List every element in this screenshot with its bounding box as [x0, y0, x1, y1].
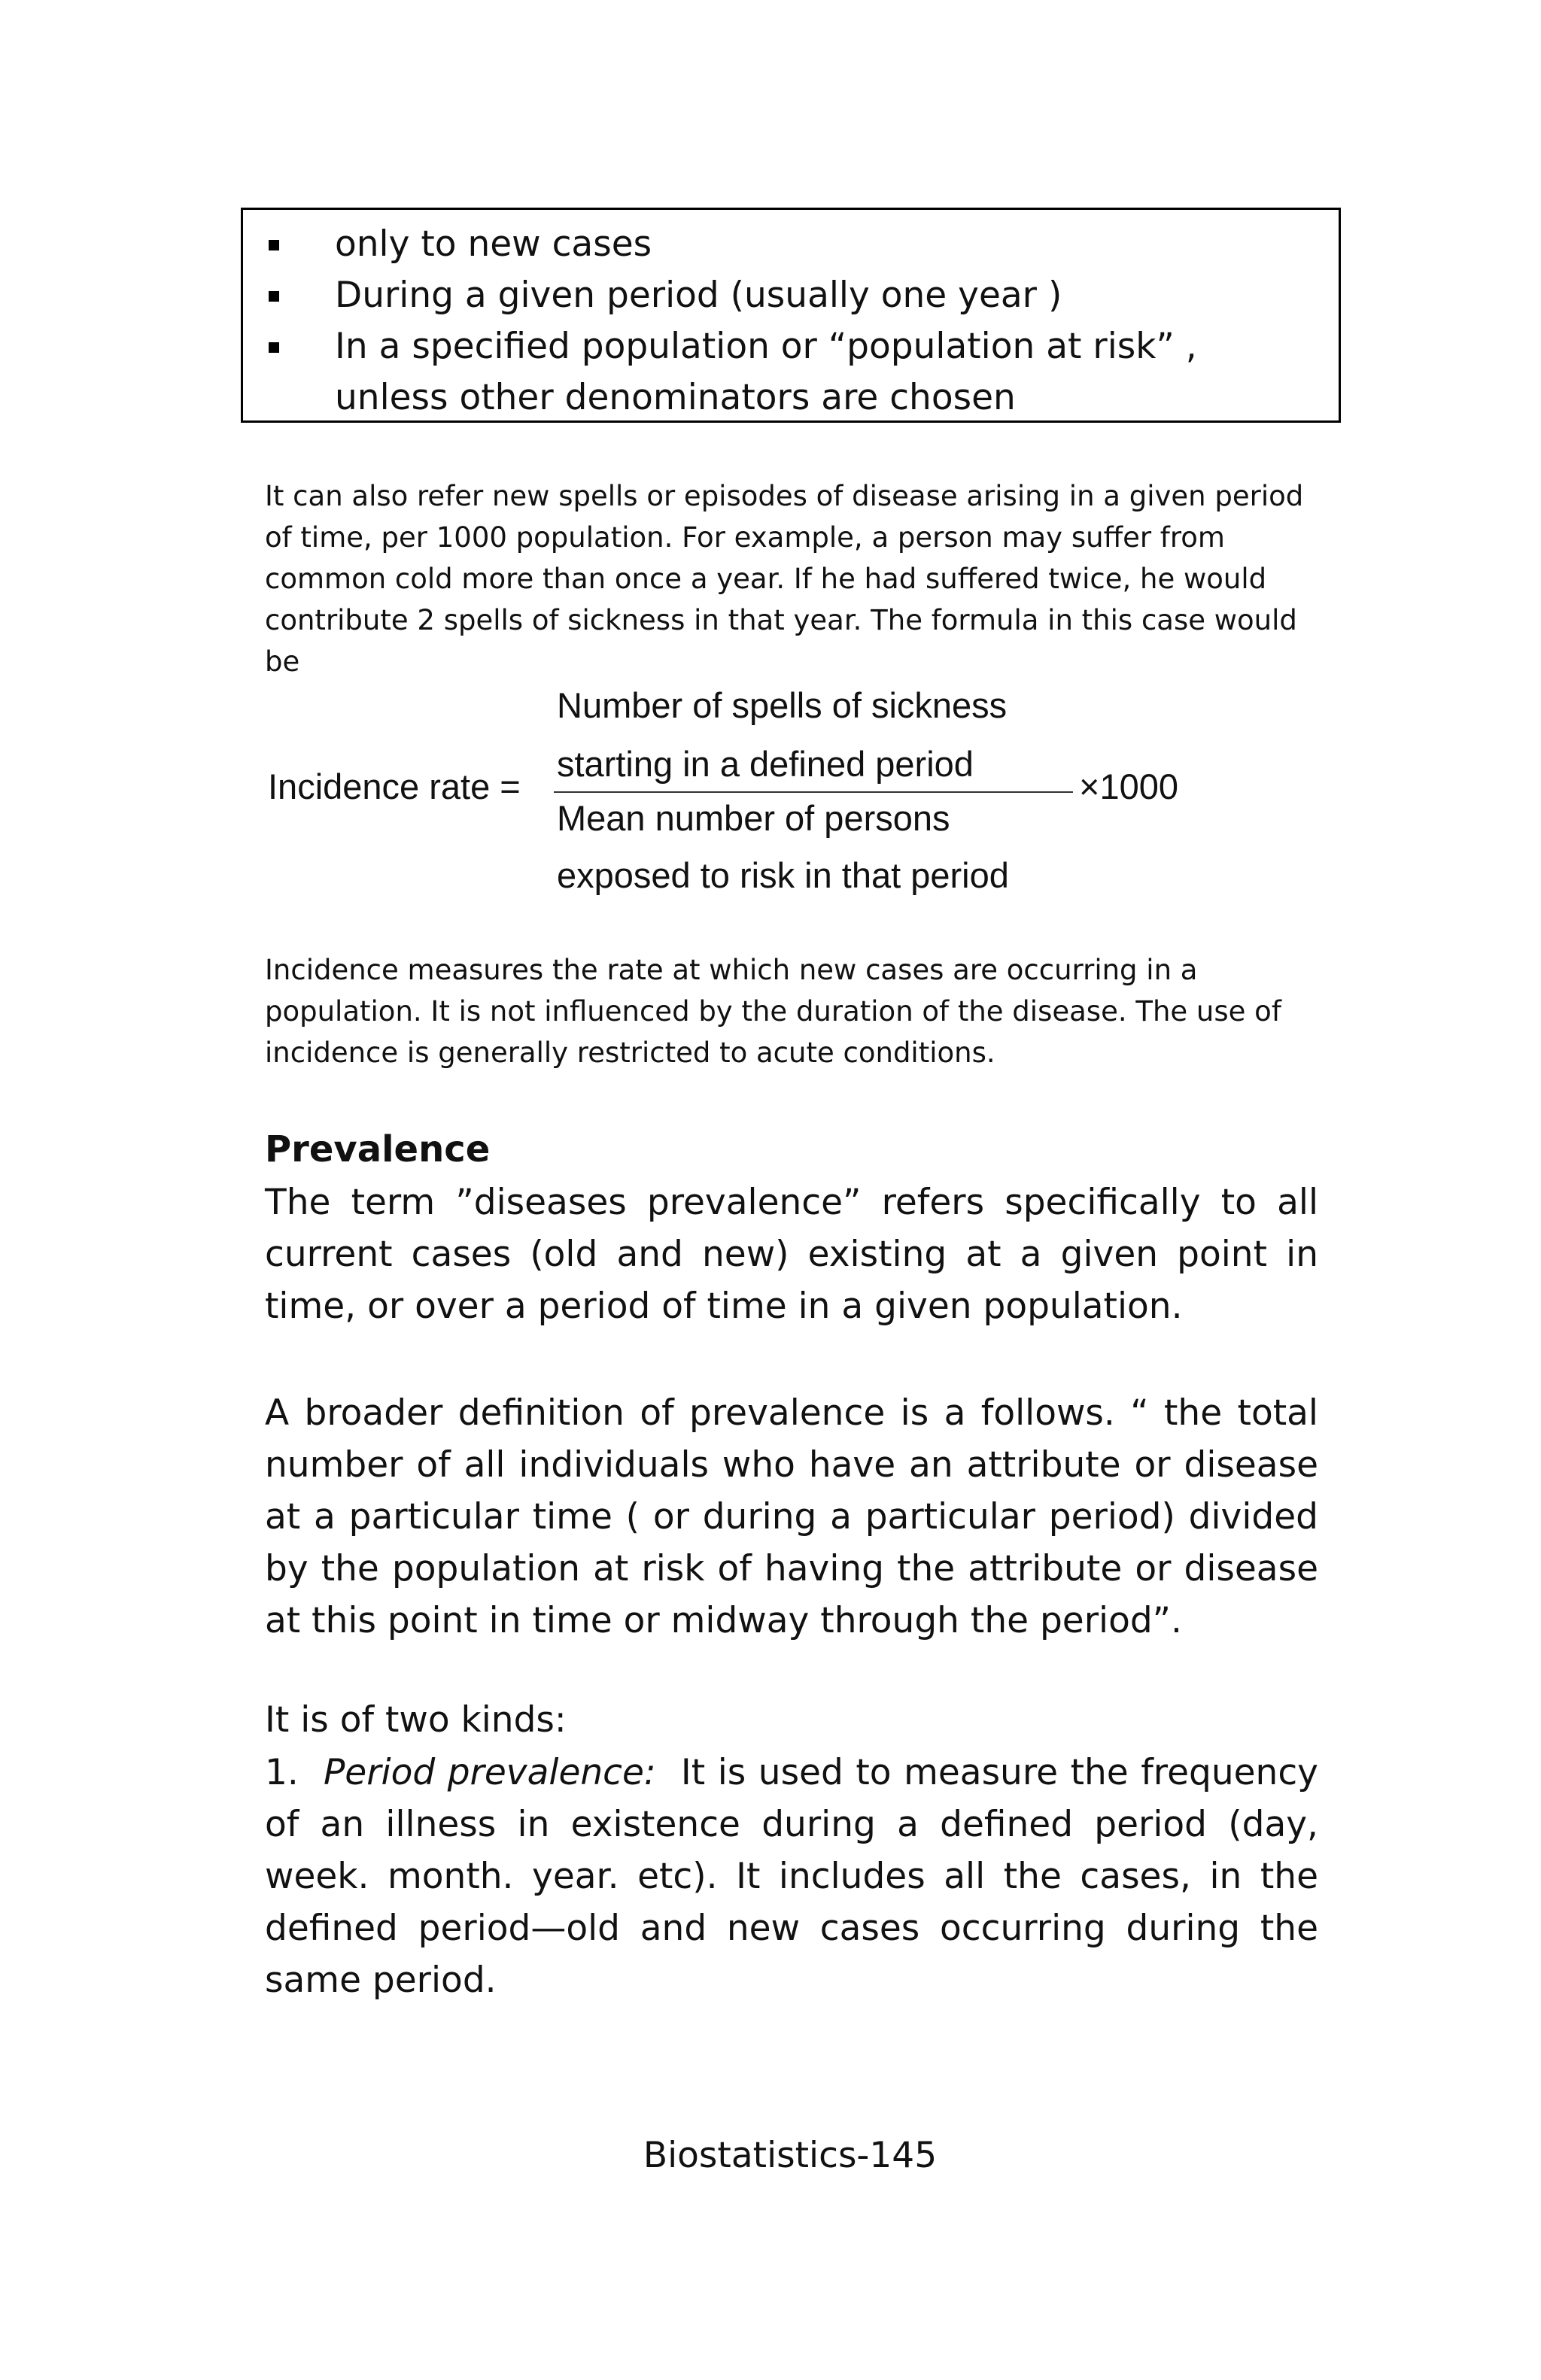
square-bullet-icon: [269, 342, 279, 353]
formula-numerator-line1: Number of spells of sickness: [557, 685, 1008, 725]
formula-multiplier: ×1000: [1079, 767, 1179, 806]
bullet-item-new-cases: [243, 219, 1339, 270]
formula-numerator-line2: starting in a defined period: [557, 744, 974, 784]
prevalence-heading: Prevalence: [265, 1128, 491, 1170]
bullet-text: During a given period (usually one year ): [335, 275, 1062, 316]
broader-definition-paragraph: A broader definition of prevalence is a follows. “ the total number of all individuals who have an attribute or disease at a particular time ( or during a particular period) divided by the population at risk of having the attribute or disease at this point in time or midway through the period”.: [265, 1392, 1318, 1641]
incidence-paragraph: Incidence measures the rate at which new cases are occurring in a population. It is not influenced by the duration of the disease. The use of incidence is generally restricted to acute conditions.: [265, 954, 1281, 1069]
bullet-item-period: [243, 270, 1339, 321]
item-number: 1.: [265, 1752, 299, 1793]
square-bullet-icon: [269, 291, 279, 302]
definition-box: [241, 208, 1341, 423]
item-term: Period prevalence:: [323, 1752, 656, 1793]
kinds-intro: It is of two kinds:: [265, 1699, 567, 1741]
period-prevalence-item: [265, 1747, 1318, 2006]
formula-denominator-line1: Mean number of persons: [557, 798, 950, 838]
fraction-bar: [554, 791, 1073, 793]
spells-paragraph: It can also refer new spells or episodes of disease arising in a given period of time, per 1000 population. For example, a person may suffer from common cold more than once a year. If he had suffered twice, he would contribute 2 spells of sickness in that year. The formula in this case would be: [265, 480, 1304, 678]
bullet-text: In a specified population or “population at risk” , unless other denominators are chosen: [335, 326, 1197, 418]
bullet-list: [243, 219, 1339, 423]
bullet-item-population: [243, 321, 1339, 423]
formula-lhs: Incidence rate =: [268, 767, 521, 806]
bullet-text: only to new cases: [335, 223, 652, 265]
page-footer: Biostatistics-145: [643, 2135, 938, 2176]
square-bullet-icon: [269, 240, 279, 250]
formula-denominator-line2: exposed to risk in that period: [557, 855, 1009, 895]
item-text: It is used to measure the frequency of an illness in existence during a defined period (day, week. month. year. etc). It includes all the cases, in the defined period—old and new cases occurring during the same period.: [265, 1752, 1318, 2001]
prevalence-paragraph: The term ”diseases prevalence” refers specifically to all current cases (old and new) existing at a given point in time, or over a period of time in a given population.: [265, 1182, 1318, 1327]
